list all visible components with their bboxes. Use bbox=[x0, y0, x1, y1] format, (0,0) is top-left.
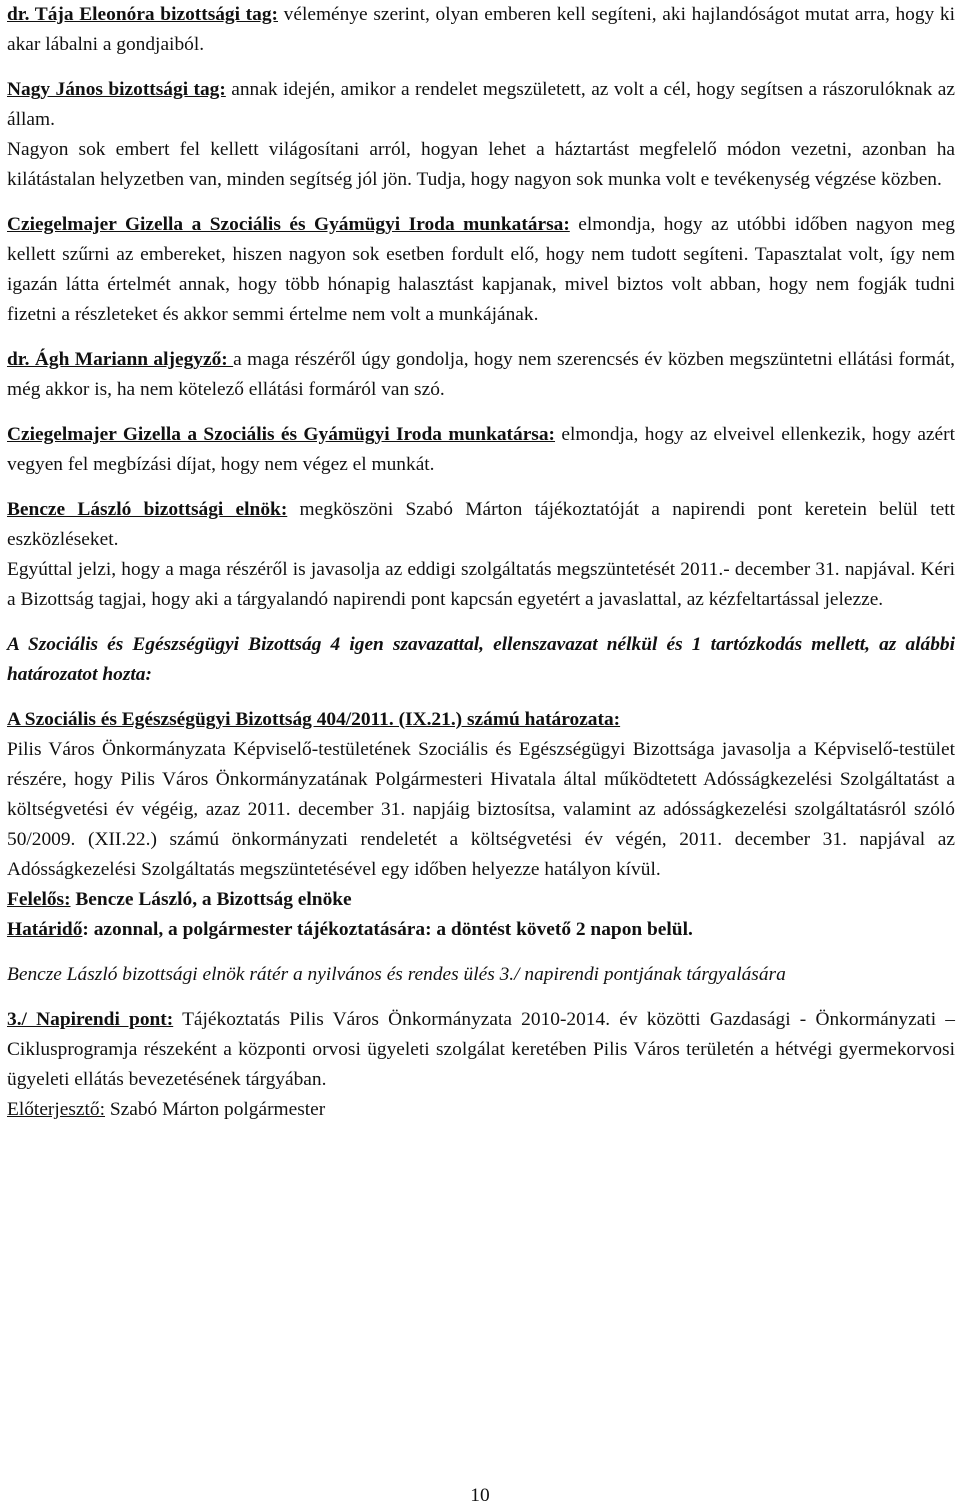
deadline-label: Határidő bbox=[7, 919, 83, 940]
paragraph-bencze-cont: Egyúttal jelzi, hogy a maga részéről is javasolja az eddigi szolgáltatás megszüntetését 2011.- december 31. napjával. Kéri a Bizottság tagjai, hogy aki a tárgyalandó napirendi pont kapcsán egyetért a javaslattal, az kézfeltartással jelezze. bbox=[7, 559, 955, 610]
agenda-item bbox=[7, 1005, 955, 1095]
speaker-bencze: Bencze László bizottsági elnök: bbox=[7, 499, 288, 520]
paragraph-cziegelmajer-1 bbox=[7, 210, 955, 330]
document-body bbox=[7, 0, 955, 1125]
paragraph-nagy bbox=[7, 75, 955, 135]
paragraph-nagy-cont: Nagyon sok embert fel kellett világosítani arról, hogyan lehet a háztartást megfelelő módon vezetni, azonban ha kilátástalan helyzetben van, minden segítség jól jön. Tudja, hogy nagyon sok munka volt e tevékenység végzése közben. bbox=[7, 139, 955, 190]
statement-taja: véleménye szerint, olyan emberen kell segíteni, aki hajlandóságot mutat arra, hogy ki akar lábalni a gondjaiból. bbox=[7, 4, 956, 55]
paragraph-cziegelmajer-2 bbox=[7, 420, 955, 480]
speaker-cziegelmajer-2: Cziegelmajer Gizella a Szociális és Gyámügyi Iroda munkatársa: bbox=[7, 424, 556, 445]
statement-bencze: megköszöni Szabó Márton tájékoztatóját a napirendi pont keretein belül tett eszközléseket. bbox=[7, 499, 955, 550]
resolution-text: Pilis Város Önkormányzata Képviselő-testületének Szociális és Egészségügyi Bizottsága javasolja a Képviselő-testület részére, hogy Pilis Város Önkormányzatának Polgármesteri Hivatala által működtetett Adósságkezelési Szolgáltatást a költségvetési év végéig, azaz 2011. december 31. napjáig biztosítsa, valamint az adósságkezelési szolgáltatásról szóló 50/2009. (XII.22.) számú önkormányzati rendeletét a költségvetési év végén, 2011. december 31. napjával az Adósságkezelési Szolgáltatás megszüntetésével egy időben helyezze hatályon kívül. bbox=[7, 739, 955, 880]
speaker-cziegelmajer-1: Cziegelmajer Gizella a Szociális és Gyámügyi Iroda munkatársa: bbox=[7, 214, 570, 235]
presenter-label: Előterjesztő: bbox=[7, 1099, 105, 1120]
resolution-title: A Szociális és Egészségügyi Bizottság 404/2011. (IX.21.) számú határozata: bbox=[7, 709, 621, 730]
speaker-taja: dr. Tája Eleonóra bizottsági tag: bbox=[7, 4, 278, 25]
agenda-presenter bbox=[7, 1095, 955, 1125]
responsible-label: Felelős: bbox=[7, 889, 71, 910]
statement-nagy: annak idején, amikor a rendelet megszületett, az volt a cél, hogy segítsen a rászorulóknak az állam. bbox=[7, 79, 955, 130]
vote-result: A Szociális és Egészségügyi Bizottság 4 igen szavazattal, ellenszavazat nélkül és 1 tartózkodás mellett, az alábbi határozatot hozta: bbox=[7, 634, 955, 685]
statement-cziegelmajer-2: elmondja, hogy az elveivel ellenkezik, hogy azért vegyen fel megbízási díjat, hogy nem végez el munkát. bbox=[7, 424, 955, 475]
statement-cziegelmajer-1: elmondja, hogy az utóbbi időben nagyon meg kellett szűrni az embereket, hiszen nagyon sok esetben fordult elő, hogy nem tudott segíteni. Tapasztalat volt, így nem igazán látta értelmét annak, hogy több hónapig halasztást kapjanak, mivel biztos volt abban, hogy nem fogják tudni fizetni a részleteket és akkor semmi értelme nem volt a munkájának. bbox=[7, 214, 955, 325]
responsible-value: Bencze László, a Bizottság elnöke bbox=[70, 889, 352, 910]
resolution-responsible bbox=[7, 885, 955, 915]
presenter-value: Szabó Márton polgármester bbox=[105, 1099, 326, 1120]
agenda-text: Tájékoztatás Pilis Város Önkormányzata 2010-2014. év közötti Gazdasági - Önkormányzati – Ciklusprogramja részeként a központi orvosi ügyeleti szolgálat keretében Pilis Város területén a hétvégi gyermekorvosi ügyeleti ellátás bevezetésének tárgyában. bbox=[7, 1009, 955, 1090]
resolution-deadline bbox=[7, 915, 955, 945]
paragraph-taja bbox=[7, 0, 955, 60]
speaker-nagy: Nagy János bizottsági tag: bbox=[7, 79, 226, 100]
paragraph-agh bbox=[7, 345, 955, 405]
agenda-intro: Bencze László bizottsági elnök rátér a nyilvános és rendes ülés 3./ napirendi pontjának tárgyalására bbox=[7, 964, 786, 985]
page-number: 10 bbox=[470, 1485, 490, 1506]
deadline-value: : azonnal, a polgármester tájékoztatására: a döntést követő 2 napon belül. bbox=[82, 919, 693, 940]
statement-agh: a maga részéről úgy gondolja, hogy nem szerencsés év közben megszüntetni ellátási formát, még akkor is, ha nem kötelező ellátási formáról van szó. bbox=[7, 349, 955, 400]
speaker-agh: dr. Ágh Mariann aljegyző: bbox=[7, 349, 234, 370]
agenda-label: 3./ Napirendi pont: bbox=[7, 1009, 174, 1030]
paragraph-bencze bbox=[7, 495, 955, 555]
